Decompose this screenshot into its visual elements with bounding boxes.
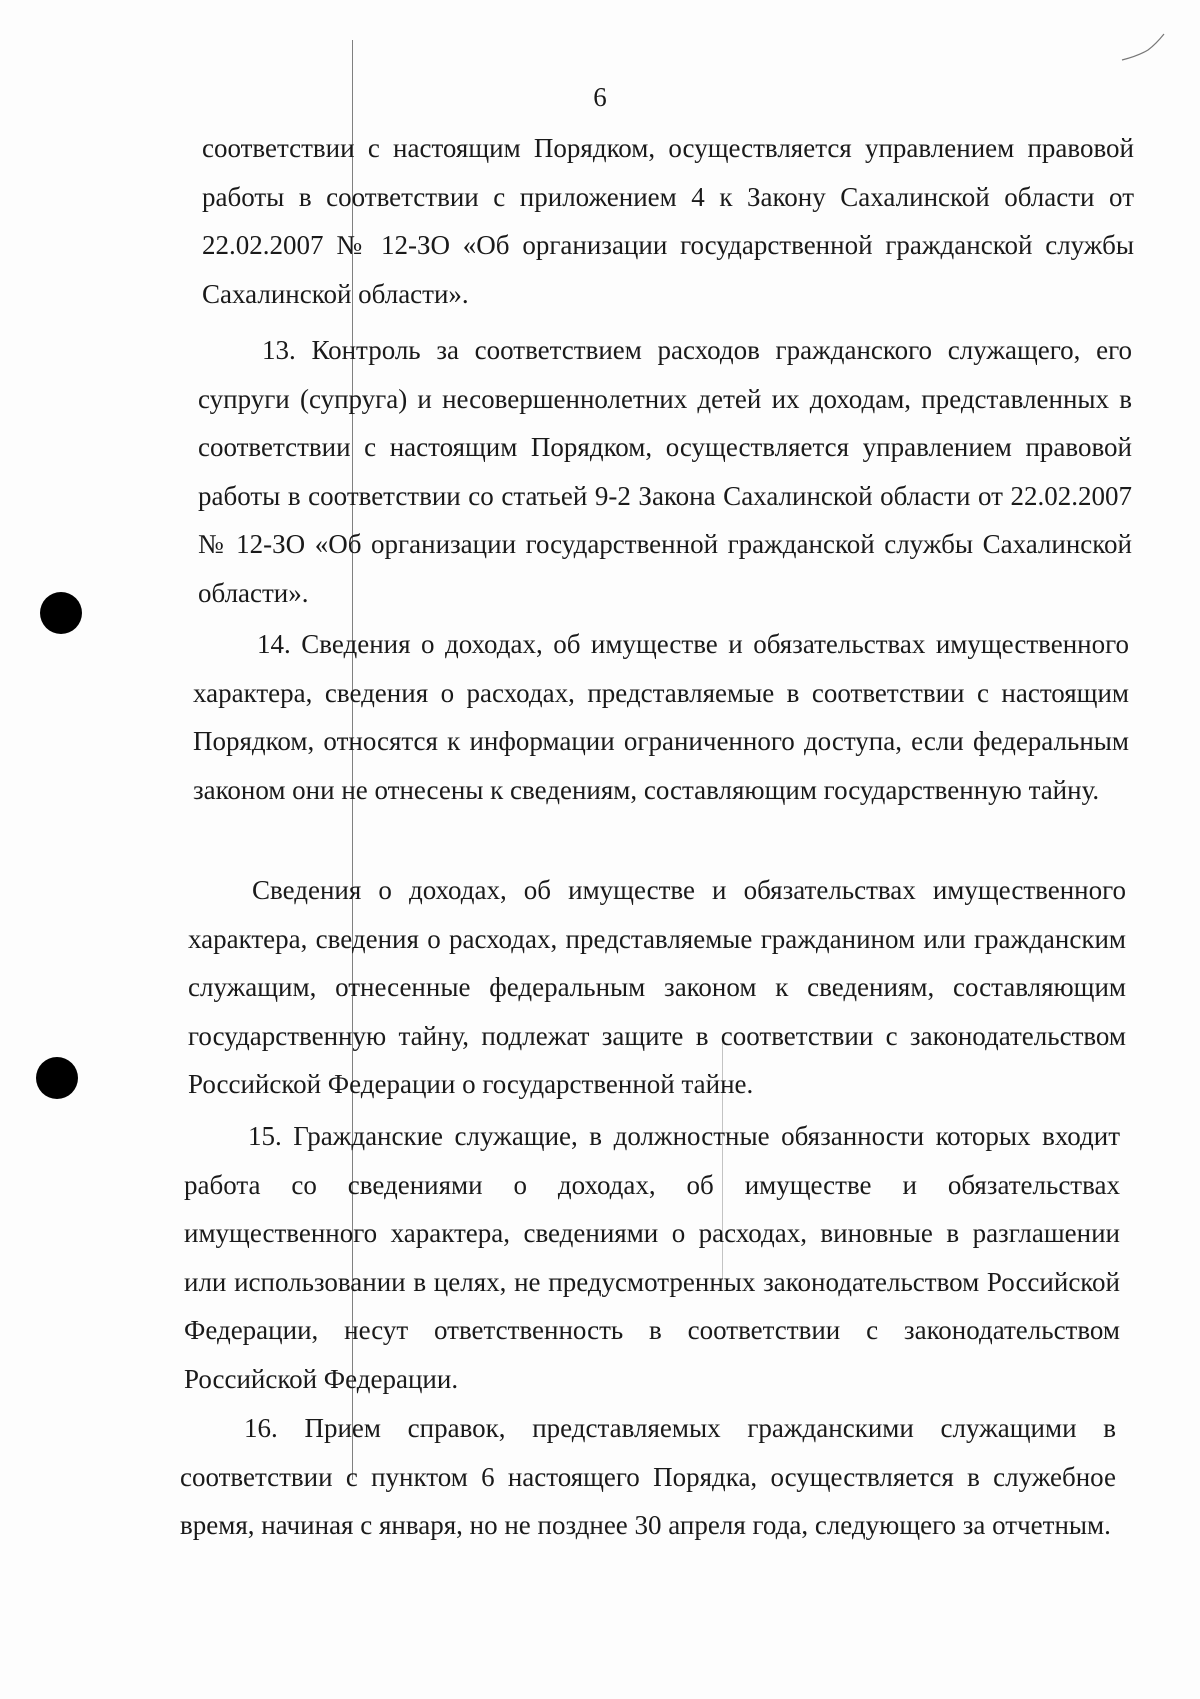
paragraph-15: 15. Гражданские служащие, в должностные обязанности которых входит работа со сведениями о доходах, об имуществе и обязательствах имущественного характера, сведениями о расходах, виновные в разглашении или использовании в целях, не предусмотренных законодательством Российской Федерации, несут ответственность в соответствии с законодательством Российской Федерации. xyxy=(184,1121,1120,1394)
paragraph-14: 14. Сведения о доходах, об имуществе и обязательствах имущественного характера, сведения о расходах, представляемые в соответствии с настоящим Порядком, относятся к информации ограниченного доступа, если федеральным законом они не отнесены к сведениям, составляющим государственную тайну. xyxy=(193,629,1129,805)
page-number: 6 xyxy=(593,82,607,112)
paragraph-13: 13. Контроль за соответствием расходов гражданского служащего, его супруги (супруга) и несовершеннолетних детей их доходам, представленных в соответствии с настоящим Порядком, осуществляется управлением правовой работы в соответствии со статьей 9-2 Закона Сахалинской области от 22.02.2007 № 12-ЗО «Об организации государственной гражданской службы Сахалинской области». xyxy=(198,335,1132,608)
paragraph-continuation: соответствии с настоящим Порядком, осуществляется управлением правовой работы в соответствии с приложением 4 к Закону Сахалинской области от 22.02.2007 № 12-ЗО «Об организации государственной гражданской службы Сахалинской области». xyxy=(202,133,1134,309)
scan-mark-icon xyxy=(1120,30,1170,70)
punch-hole xyxy=(36,1057,78,1099)
paragraph-16: 16. Прием справок, представляемых гражданскими служащими в соответствии с пунктом 6 настоящего Порядка, осуществляется в служебное время, начиная с января, но не позднее 30 апреля года, следующего за отчетным. xyxy=(180,1413,1116,1540)
punch-hole xyxy=(40,592,82,634)
paragraph-14-secrecy: Сведения о доходах, об имуществе и обязательствах имущественного характера, сведения о расходах, представляемые гражданином или гражданским служащим, отнесенные федеральным законом к сведениям, составляющим государственную тайну, подлежат защите в соответствии с законодательством Российской Федерации о государственной тайне. xyxy=(188,875,1126,1099)
